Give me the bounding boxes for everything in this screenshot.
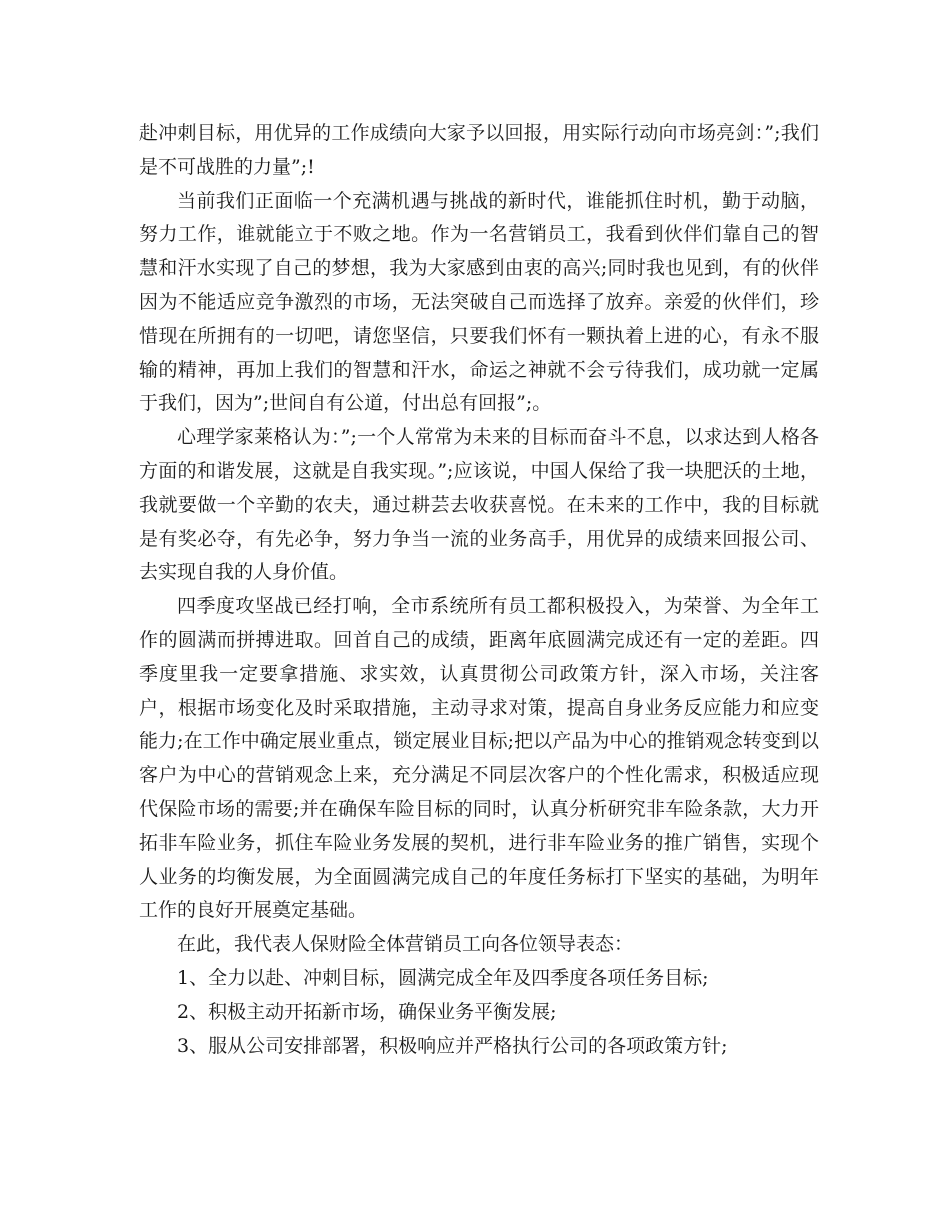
paragraph-2: 当前我们正面临一个充满机遇与挑战的新时代，谁能抓住时机，勤于动脑，努力工作，谁就能立于不败之地。作为一名营销员工，我看到伙伴们靠自己的智慧和汗水实现了自己的梦想，我为大家感到由衷的高兴;同时我也见到，有的伙伴因为不能适应竞争激烈的市场，无法突破自己而选择了放弃。亲爱的伙伴们，珍惜现在所拥有的一切吧，请您坚信，只要我们怀有一颗执着上进的心，有永不服输的精神，再加上我们的智慧和汗水，命运之神就不会亏待我们，成功就一定属于我们，因为”;世间自有公道，付出总有回报”;。 [139,189,819,415]
paragraph-3: 心理学家莱格认为：”;一个人常常为未来的目标而奋斗不息，以求达到人格各方面的和谐发展，这就是自我实现。”;应该说，中国人保给了我一块肥沃的土地，我就要做一个辛勤的农夫，通过耕芸去收获喜悦。在未来的工作中，我的目标就是有奖必夺，有先必争，努力争当一流的业务高手，用优异的成绩来回报公司、去实现自我的人身价值。 [139,426,819,584]
list-item-1: 1、全力以赴、冲刺目标，圆满完成全年及四季度各项任务目标; [177,966,709,989]
paragraph-5: 在此，我代表人保财险全体营销员工向各位领导表态： [177,933,634,956]
document-body [139,117,819,1063]
paragraph-1: 赴冲刺目标，用优异的工作成绩向大家予以回报，用实际行动向市场亮剑：”;我们是不可战胜的力量”;! [139,122,819,178]
paragraph-4: 四季度攻坚战已经打响，全市系统所有员工都积极投入，为荣誉、为全年工作的圆满而拼搏进取。回首自己的成绩，距离年底圆满完成还有一定的差距。四季度里我一定要拿措施、求实效，认真贯彻公司政策方针，深入市场，关注客户，根据市场变化及时采取措施，主动寻求对策，提高自身业务反应能力和应变能力;在工作中确定展业重点，锁定展业目标;把以产品为中心的推销观念转变到以客户为中心的营销观念上来，充分满足不同层次客户的个性化需求，积极适应现代保险市场的需要;并在确保车险目标的同时，认真分析研究非车险条款，大力开拓非车险业务，抓住车险业务发展的契机，进行非车险业务的推广销售，实现个人业务的均衡发展，为全面圆满完成自己的年度任务标打下坚实的基础，为明年工作的良好开展奠定基础。 [139,595,819,922]
list-item-2: 2、积极主动开拓新市场，确保业务平衡发展; [177,1000,557,1023]
list-item-3: 3、服从公司安排部署，积极响应并严格执行公司的各项政策方针; [177,1034,728,1057]
